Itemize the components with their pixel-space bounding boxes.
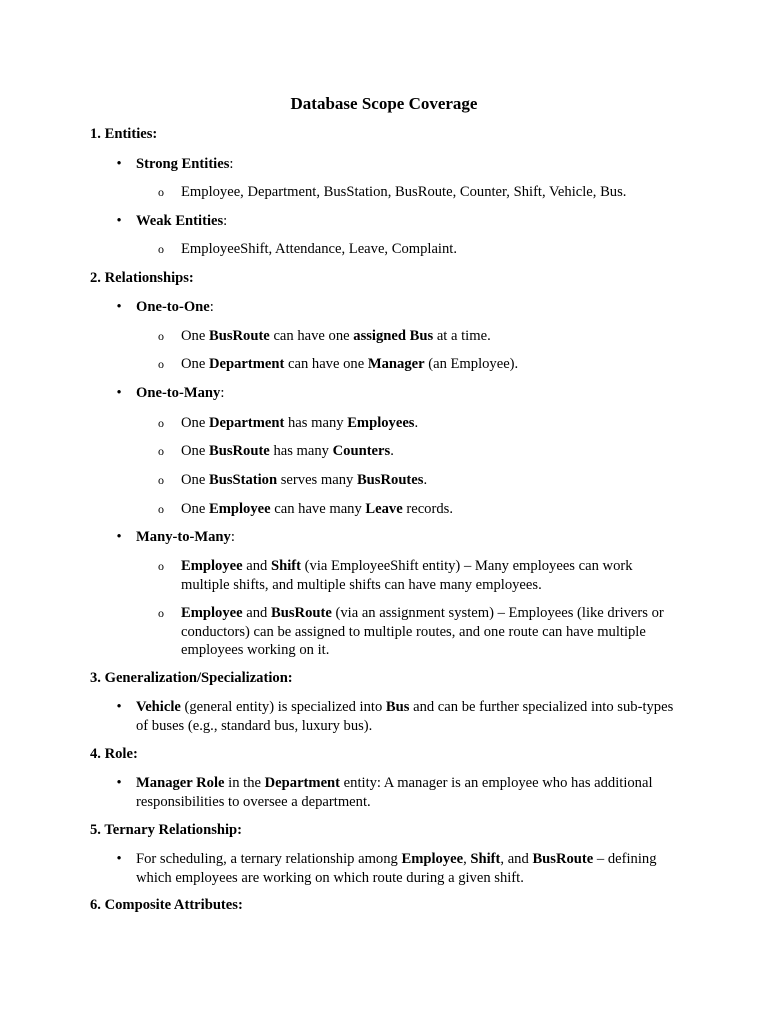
list-item-colon: : [209,299,214,315]
section-heading: 3. Generalization/Specialization: [90,670,293,686]
text-run: (via EmployeeShift entity) – Many employees can work multiple shifts, and multiple shifts can have many employees. [181,558,633,593]
list-item-colon: : [230,529,235,545]
text-run: One [181,328,209,344]
sub-bullet-circle: o [158,559,164,573]
bold-term: BusRoute [532,851,594,867]
sub-bullet-circle: o [158,444,164,458]
bold-term: Employee [181,558,243,574]
text-run: – defining which employees are working on which route during a given shift. [136,851,657,886]
text-run: has many [269,443,333,459]
bullet-dot: • [116,775,122,791]
sub-list-item [181,471,681,490]
sub-list-item [181,442,681,461]
list-item-label: One-to-Many [136,385,221,401]
section-heading: 6. Composite Attributes: [90,897,243,913]
text-run: (an Employee). [424,356,519,372]
text-run: . [423,472,428,488]
document-title: Database Scope Coverage [290,94,478,113]
list-item [136,298,676,317]
text-run: (via an assignment system) – Employees (like drivers or conductors) can be assigned to multiple routes, and one route can have multiple employees working on it. [181,605,664,659]
text-run: (general entity) is specialized into [180,699,386,715]
bold-term: BusRoute [208,443,270,459]
sub-list-item [181,604,681,660]
text-run: One [181,443,209,459]
text-run: and can be further specialized into sub-types of buses (e.g., standard bus, luxury bus). [136,699,674,734]
list-item-label: One-to-One [136,299,210,315]
sub-bullet-circle: o [158,502,164,516]
section-heading: 5. Ternary Relationship: [90,822,243,838]
bold-term: Department [208,356,285,372]
text-run: One [181,501,209,517]
bold-term: Leave [365,501,403,517]
list-item [136,384,676,403]
sub-list-item [181,183,681,202]
text-run: and [242,558,271,574]
list-item [136,155,676,174]
sub-bullet-circle: o [158,606,164,620]
bullet-dot: • [116,385,122,401]
section-heading: 1. Entities: [90,126,158,142]
list-item-colon: : [229,156,234,172]
bold-term: Counters [332,443,391,459]
text-run: and [242,605,271,621]
list-item-label: Strong Entities [136,156,230,172]
text-run: can have one [269,328,354,344]
bold-term: BusStation [208,472,278,488]
text-run: One [181,472,209,488]
sub-list-item [181,414,681,433]
text-run: records. [402,501,453,517]
bold-term: Shift [470,851,501,867]
sub-list-item [181,240,681,259]
text-run: , [463,851,471,867]
bold-term: BusRoutes [356,472,424,488]
bold-term: Manager [367,356,425,372]
sub-bullet-circle: o [158,329,164,343]
bullet-dot: • [116,699,122,715]
bold-term: BusRoute [208,328,270,344]
sub-bullet-circle: o [158,242,164,256]
sub-list-item [181,557,681,594]
bold-term: Employee [208,501,271,517]
text-run: entity: A manager is an employee who has additional responsibilities to oversee a department. [136,775,653,810]
text-run: Employee, Department, BusStation, BusRoute, Counter, Shift, Vehicle, Bus. [181,184,627,200]
bullet-dot: • [116,213,122,229]
text-run: at a time. [433,328,491,344]
bold-term: Employee [401,851,464,867]
bold-term: BusRoute [271,605,332,621]
text-run: EmployeeShift, Attendance, Leave, Complaint. [181,241,457,257]
bullet-dot: • [116,156,122,172]
bold-term: Department [208,415,285,431]
bold-term: assigned Bus [353,328,434,344]
bullet-dot: • [116,299,122,315]
bold-term: Manager Role [136,775,225,791]
list-item-colon: : [220,385,225,401]
text-run: can have many [270,501,366,517]
bullet-dot: • [116,529,122,545]
sub-bullet-circle: o [158,416,164,430]
sub-list-item [181,500,681,519]
bold-term: Employees [347,415,415,431]
text-run: in the [224,775,265,791]
bold-term: Shift [271,558,302,574]
section-heading: 4. Role: [90,746,138,762]
sub-bullet-circle: o [158,473,164,487]
sub-bullet-circle: o [158,357,164,371]
text-run: has many [284,415,348,431]
sub-list-item [181,355,681,374]
bullet-dot: • [116,851,122,867]
text-run: For scheduling, a ternary relationship among [136,851,402,867]
list-item [136,528,676,547]
text-run: One [181,356,209,372]
text-run: , and [500,851,533,867]
bold-term: Bus [385,699,410,715]
text-run: One [181,415,209,431]
sub-list-item [181,327,681,346]
list-item [136,212,676,231]
text-run: . [390,443,394,459]
text-run: serves many [277,472,357,488]
list-item [136,698,676,735]
list-item [136,774,676,811]
sub-bullet-circle: o [158,185,164,199]
list-item-label: Weak Entities [136,213,224,229]
list-item [136,850,676,887]
list-item-label: Many-to-Many [136,529,231,545]
bold-term: Department [264,775,341,791]
bold-term: Vehicle [136,699,181,715]
bold-term: Employee [181,605,243,621]
list-item-colon: : [223,213,228,229]
section-heading: 2. Relationships: [90,270,194,286]
text-run: . [414,415,419,431]
text-run: can have one [284,356,368,372]
